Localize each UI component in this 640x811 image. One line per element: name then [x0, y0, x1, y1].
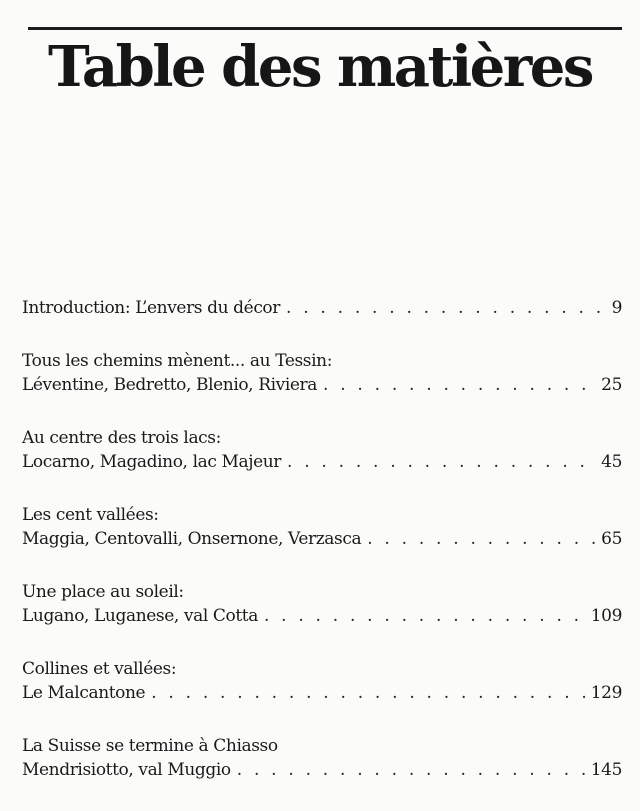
toc-entry-maggia[interactable] — [22, 503, 622, 551]
dot-leader — [323, 373, 595, 397]
toc-entry-title: Introduction: L’envers du décor — [22, 298, 280, 318]
dot-leader — [151, 681, 585, 705]
toc-entry-title: Maggia, Centovalli, Onsernone, Verzasca — [22, 529, 362, 549]
toc-row — [22, 527, 622, 551]
toc-row — [22, 373, 622, 397]
page-title: Table des matières — [48, 34, 592, 100]
toc-entry-title: Léventine, Bedretto, Blenio, Riviera — [22, 375, 317, 395]
page-number: 129 — [590, 683, 622, 703]
toc-entry-title: Locarno, Magadino, lac Majeur — [22, 452, 282, 472]
page-number: 145 — [590, 760, 622, 780]
toc-row — [22, 296, 622, 320]
page-number: 109 — [590, 606, 622, 626]
dot-leader — [286, 296, 606, 320]
toc-entry-mendrisiotto[interactable] — [22, 734, 622, 782]
toc-entry-leventine[interactable] — [22, 349, 622, 397]
page-number: 9 — [611, 298, 622, 318]
toc-entry-introduction[interactable] — [22, 296, 622, 320]
table-of-contents — [22, 296, 622, 811]
toc-entry-malcantone[interactable] — [22, 657, 622, 705]
toc-entry-title: Le Malcantone — [22, 683, 146, 703]
toc-entry-heading: Les cent vallées: — [22, 505, 159, 525]
page-number: 65 — [601, 529, 622, 549]
toc-row — [22, 604, 622, 628]
dot-leader — [367, 527, 595, 551]
dot-leader — [237, 758, 585, 782]
dot-leader — [264, 604, 585, 628]
page-number: 45 — [601, 452, 622, 472]
toc-entry-heading: Tous les chemins mènent... au Tessin: — [22, 351, 333, 371]
toc-row — [22, 758, 622, 782]
toc-entry-locarno[interactable] — [22, 426, 622, 474]
toc-row — [22, 450, 622, 474]
toc-entry-title: Mendrisiotto, val Muggio — [22, 760, 231, 780]
toc-entry-heading: Collines et vallées: — [22, 659, 177, 679]
top-rule — [28, 27, 622, 30]
toc-entry-heading: Au centre des trois lacs: — [22, 428, 221, 448]
toc-row — [22, 681, 622, 705]
dot-leader — [287, 450, 595, 474]
page-number: 25 — [601, 375, 622, 395]
toc-entry-heading: Une place au soleil: — [22, 582, 184, 602]
toc-entry-title: Lugano, Luganese, val Cotta — [22, 606, 258, 626]
toc-entry-lugano[interactable] — [22, 580, 622, 628]
toc-entry-heading: La Suisse se termine à Chiasso — [22, 736, 278, 756]
